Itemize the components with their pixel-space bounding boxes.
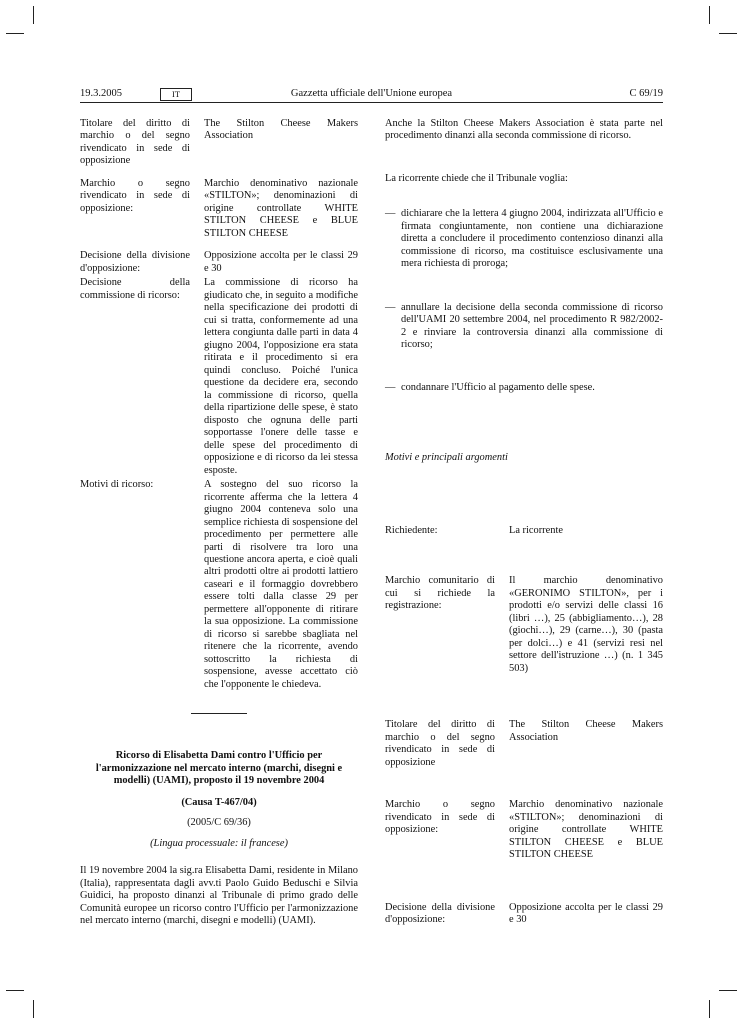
- crop-mark: [33, 1000, 34, 1018]
- language-badge: IT: [160, 88, 192, 101]
- row-label: Richiedente:: [385, 524, 438, 536]
- claim-text: condannare l'Ufficio al pagamento delle spese.: [401, 381, 595, 393]
- info-row: [385, 799, 663, 861]
- case-reference: (2005/C 69/36): [187, 817, 251, 829]
- row-value: La ricorrente: [509, 524, 563, 536]
- section-heading: Motivi e principali argomenti: [385, 452, 508, 464]
- crop-mark: [719, 33, 737, 34]
- row-label: Titolare del diritto di marchio o del segno rivendicato in sede di opposizione: [385, 719, 495, 768]
- row-label: Titolare del diritto di marchio o del segno rivendicato in sede di opposizione: [80, 118, 190, 167]
- crop-mark: [6, 33, 24, 34]
- procedural-language: (Lingua processuale: il francese): [150, 837, 288, 849]
- row-value: The Stilton Cheese Makers Association: [204, 118, 358, 142]
- crop-mark: [719, 990, 737, 991]
- claim-item: [385, 302, 663, 352]
- case-title: Ricorso di Elisabetta Dami contro l'Ufficio per l'armonizzazione nel mercato interno (marchi, disegni e modelli) (UAMI), proposto il 19 novembre 2004: [95, 750, 343, 787]
- section-separator: [191, 713, 247, 714]
- claims-intro: La ricorrente chiede che il Tribunale voglia:: [385, 172, 568, 184]
- crop-mark: [709, 1000, 710, 1018]
- dash-marker: —: [385, 208, 396, 220]
- crop-mark: [709, 6, 710, 24]
- info-row: [80, 479, 358, 691]
- row-value: Marchio denominativo nazionale «STILTON»; denominazioni di origine controllate WHITE STILTON CHEESE e BLUE STILTON CHEESE: [204, 177, 358, 239]
- row-value: Marchio denominativo nazionale «STILTON»; denominazioni di origine controllate WHITE STILTON CHEESE e BLUE STILTON CHEESE: [509, 799, 663, 861]
- case-body: Il 19 novembre 2004 la sig.ra Elisabetta Dami, residente in Milano (Italia), rappresentata dagli avv.ti Paolo Guido Beduschi e Silvia Guidici, ha proposto dinanzi al Tribunale di primo grado delle Comunità europee un ricorso contro l'Ufficio per l'armonizzazione nel mercato interno (marchi, disegni e modelli) (UAMI).: [80, 865, 358, 927]
- claim-item: [385, 208, 663, 270]
- info-row: [80, 118, 358, 168]
- row-value: La commissione di ricorso ha giudicato che, in seguito a modifiche nella specificazione dei prodotti di cui si tratta, conformemente ad una lettera congiunta dalle parti in data 4 giugno 2004, l'opposizione era stata ritirata e il procedimento si era quindi concluso. Poiché l'unica questione da decidere era, secondo la commissione di ricorso, quella della ripartizione delle spese, è stato disposto che ognuna delle parti sopportasse l'onere delle tasse e delle spese del procedimento di opposizione e di ricorso da lei stessa esposte.: [204, 277, 358, 476]
- right-column: [385, 118, 663, 926]
- claim-text: annullare la decisione della seconda commissione di ricorso dell'UAMI 20 settembre 2004, nel procedimento R 982/2002-2 e rinviare la controversia dinanzi alla commissione di ricorso;: [401, 301, 663, 351]
- row-label: Decisione della commissione di ricorso:: [80, 277, 190, 301]
- row-label: Decisione della divisione d'opposizione:: [385, 901, 495, 925]
- crop-mark: [33, 6, 34, 24]
- info-row: [385, 575, 663, 675]
- row-label: Marchio o segno rivendicato in sede di opposizione:: [385, 799, 495, 836]
- intro-paragraph: Anche la Stilton Cheese Makers Association è stata parte nel procedimento dinanzi alla seconda commissione di ricorso.: [385, 118, 663, 142]
- claim-text: dichiarare che la lettera 4 giugno 2004, indirizzata all'Ufficio e firmata congiuntamente, non contiene una dichiarazione diretta a concludere il procedimento contenzioso dinanzi alla commissione di ricorso, ma costituisce esclusivamente una mera richiesta di proroga;: [401, 208, 663, 270]
- row-value: The Stilton Cheese Makers Association: [509, 719, 663, 743]
- info-row: [80, 178, 358, 240]
- info-row: [385, 902, 663, 927]
- row-label: Motivi di ricorso:: [80, 479, 154, 491]
- page-header: [80, 88, 663, 102]
- row-label: Decisione della divisione d'opposizione:: [80, 250, 190, 274]
- row-label: Marchio o segno rivendicato in sede di opposizione:: [80, 177, 190, 214]
- info-row: [80, 277, 358, 477]
- left-column: [80, 118, 358, 928]
- info-row: [385, 719, 663, 769]
- dash-marker: —: [385, 301, 396, 313]
- row-value: Il marchio denominativo «GERONIMO STILTON», per i prodotti e/o servizi delle classi 16 (libri …), 25 (abbigliamento…), 28 (giochi…), 29 (carne…), 30 (pasta per dolci…) e 41 (servizi resi nel settore dell'istruzione …) (n. 1 345 503): [509, 575, 663, 674]
- issue-date: 19.3.2005: [80, 88, 122, 99]
- row-value: A sostegno del suo ricorso la ricorrente afferma che la lettera 4 giugno 2004 conteneva solo una semplice richiesta di sospensione del procedimento per permettere alle parti di risolvere tra loro una questione ancora aperta, e cioè quali altri prodotti oltre ai prodotti lattiero caseari e il formaggio dovrebbero essere tolti dalla classe 29 per permettere all'opponente di ritirare la sua opposizione. La commissione di ricorso si sarebbe sbagliata nel ritenere che la ricorrente, avendo sottoscritto la richiesta di sospensione, avesse accettato ciò che l'opponente le chiedeva.: [204, 479, 358, 690]
- row-value: Opposizione accolta per le classi 29 e 30: [204, 250, 358, 274]
- row-value: Opposizione accolta per le classi 29 e 30: [509, 901, 663, 925]
- dash-marker: —: [385, 381, 396, 393]
- page-number: C 69/19: [629, 88, 663, 99]
- row-label: Marchio comunitario di cui si richiede la registrazione:: [385, 575, 495, 612]
- journal-title: Gazzetta ufficiale dell'Unione europea: [290, 88, 453, 99]
- case-number: (Causa T-467/04): [181, 796, 257, 808]
- crop-mark: [6, 990, 24, 991]
- claim-item: [385, 382, 663, 394]
- info-row: [80, 250, 358, 275]
- info-row: [385, 525, 663, 537]
- header-rule: [80, 102, 663, 103]
